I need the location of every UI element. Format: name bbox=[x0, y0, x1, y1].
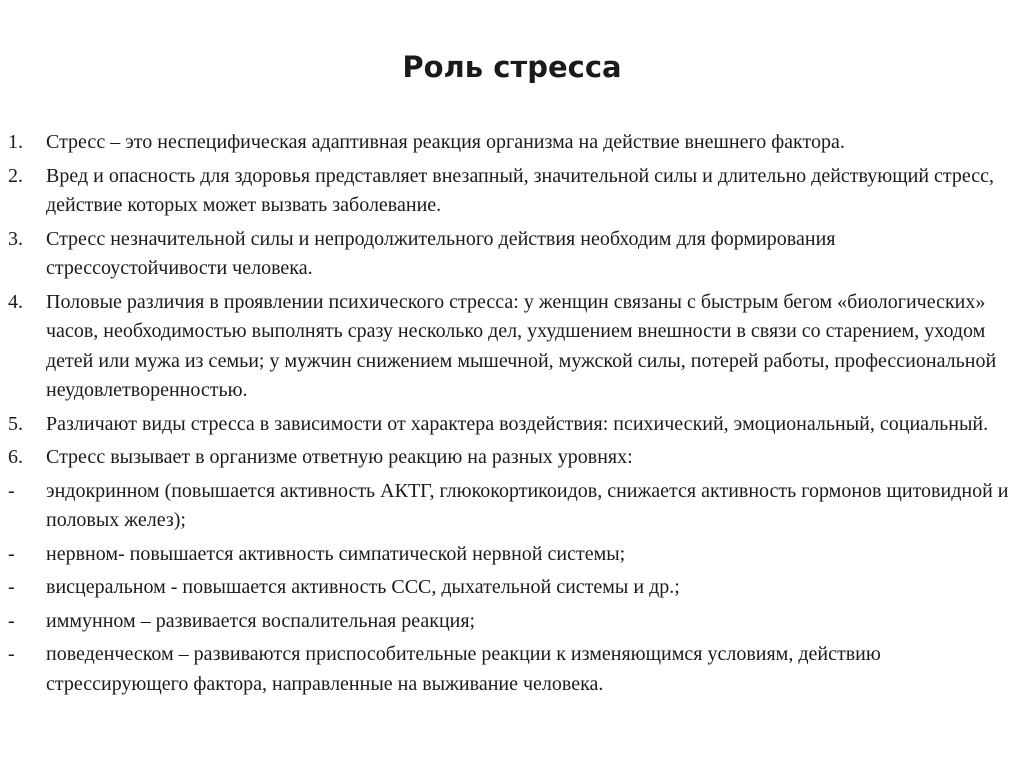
list-item-text: Стресс вызывает в организме ответную реакцию на разных уровнях: bbox=[46, 446, 633, 468]
sub-list-item bbox=[8, 477, 1018, 536]
sub-list-item bbox=[8, 607, 1018, 637]
list-item bbox=[8, 162, 1018, 221]
list-item bbox=[8, 443, 1018, 473]
list-marker: 2. bbox=[8, 164, 23, 187]
list-marker: 6. bbox=[8, 446, 23, 468]
dash-marker: - bbox=[8, 609, 15, 632]
sub-list-item-text: висцеральном - повышается активность ССС, дыхательной системы и др.; bbox=[46, 576, 680, 598]
slide-title: Роль стресса bbox=[402, 50, 622, 84]
dash-marker: - bbox=[8, 479, 15, 502]
dash-marker: - bbox=[8, 643, 15, 665]
list-item bbox=[8, 225, 1018, 284]
sub-list-item-text: нервном- повышается активность симпатической нервной системы; bbox=[46, 542, 626, 565]
list-marker: 4. bbox=[8, 290, 23, 313]
list-item bbox=[8, 410, 1018, 440]
list-item-text: Различают виды стресса в зависимости от характера воздействия: психический, эмоциональный, социальный. bbox=[46, 412, 989, 435]
list-marker: 1. bbox=[8, 131, 23, 153]
list-marker: 5. bbox=[8, 412, 23, 435]
list-item bbox=[8, 288, 1018, 406]
list-item-text: Вред и опасность для здоровья представляет внезапный, значительной силы и длительно действующий стресс, действие которых может вызвать заболевание. bbox=[46, 164, 995, 216]
list-item-text: Стресс – это неспецифическая адаптивная реакция организма на действие внешнего фактора. bbox=[46, 131, 845, 153]
list-item bbox=[8, 128, 1018, 158]
sub-list-item-text: поведенческом – развиваются приспособительные реакции к изменяющимся условиям, действию стрессирующего фактора, направленные на выживание человека. bbox=[46, 643, 881, 695]
list-item-text: Половые различия в проявлении психического стресса: у женщин связаны с быстрым бегом «биологических» часов, необходимостью выполнять сразу несколько дел, ухудшением внешности в связи со старением, уходом детей или мужа из семьи; у мужчин снижением мышечной, мужской силы, потерей работы, профессиональной неудовлетворенностью. bbox=[46, 290, 997, 401]
sub-list-item-text: иммунном – развивается воспалительная реакция; bbox=[46, 609, 476, 632]
list-marker: 3. bbox=[8, 227, 23, 250]
slide-body bbox=[8, 128, 1018, 703]
dash-marker: - bbox=[8, 542, 15, 565]
sub-list-item-text: эндокринном (повышается активность АКТГ, глюкокортикоидов, снижается активность гормонов щитовидной и половых желез); bbox=[46, 479, 1009, 531]
sub-list-item bbox=[8, 640, 1018, 699]
dash-marker: - bbox=[8, 576, 15, 598]
sub-list-item bbox=[8, 540, 1018, 570]
sub-list-item bbox=[8, 573, 1018, 603]
list-item-text: Стресс незначительной силы и непродолжительного действия необходим для формирования стрессоустойчивости человека. bbox=[46, 227, 836, 279]
